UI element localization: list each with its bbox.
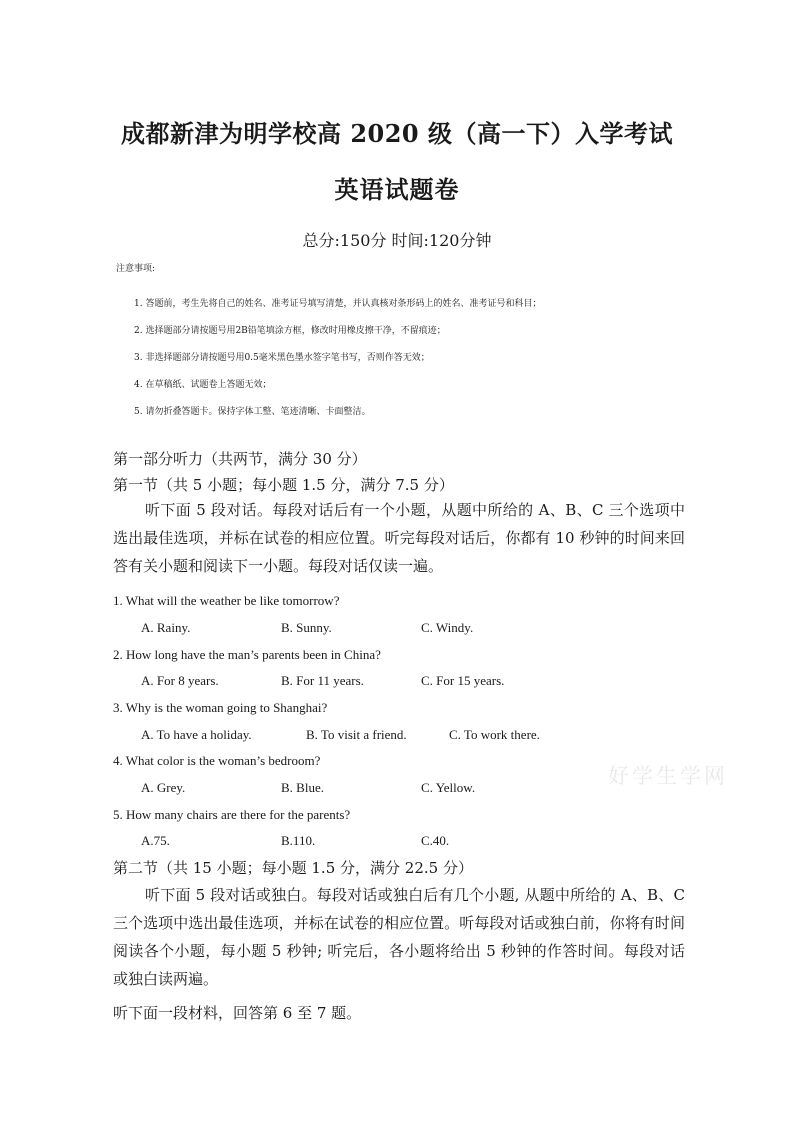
question-5-option-a: A.75.	[141, 833, 170, 848]
notice-item: 5. 请勿折叠答题卡。保持字体工整、笔迹清晰、卡面整洁。	[134, 407, 371, 417]
question-1: 1. What will the weather be like tomorrow?	[113, 593, 340, 608]
exam-subtitle: 英语试题卷	[334, 175, 460, 204]
section2-instructions: 听下面 5 段对话或独白。每段对话或独白后有几个小题, 从题中所给的 A、B、C 三个选项中选出最佳选项，并标在试卷的相应位置。听每段对话或独白前，你将有时间阅读各个小题，每小题 5 秒钟; 听完后，各小题将给出 5 秒钟的作答时间。每段对话或独白读两遍。	[113, 886, 685, 988]
question-4-option-b: B. Blue.	[281, 780, 324, 795]
question-4-option-c: C. Yellow.	[421, 780, 476, 795]
section1-title: 第一节（共 5 小题；每小题 1.5 分，满分 7.5 分）	[113, 476, 454, 494]
exam-title: 成都新津为明学校高 2020 级（高一下）入学考试	[120, 119, 673, 148]
question-3-option-b: B. To visit a friend.	[306, 727, 407, 742]
question-5: 5. How many chairs are there for the parents?	[113, 807, 351, 822]
section2-title: 第二节（共 15 小题；每小题 1.5 分，满分 22.5 分）	[113, 859, 473, 877]
notice-item: 2. 选择题部分请按题号用2B铅笔填涂方框，修改时用橡皮擦干净，不留痕迹；	[134, 326, 446, 336]
question-3-option-a: A. To have a holiday.	[141, 727, 252, 742]
score-time-line: 总分:150分 时间:120分钟	[302, 231, 492, 250]
question-2-option-a: A. For 8 years.	[141, 673, 219, 688]
question-1-option-a: A. Rainy.	[141, 620, 191, 635]
question-1-option-c: C. Windy.	[421, 620, 474, 635]
question-5-option-b: B.110.	[281, 833, 316, 848]
notice-item: 4. 在草稿纸、试题卷上答题无效；	[134, 380, 272, 390]
watermark: 好学生学网	[608, 764, 728, 788]
section1-instructions: 听下面 5 段对话。每段对话后有一个小题，从题中所给的 A、B、C 三个选项中选出最佳选项，并标在试卷的相应位置。听完每段对话后，你都有 10 秒钟的时间来回答有关小题和阅读下一小题。每段对话仅读一遍。	[113, 501, 685, 575]
question-2: 2. How long have the man’s parents been in China?	[113, 647, 381, 662]
notice-list	[134, 296, 694, 431]
question-3-option-c: C. To work there.	[449, 727, 540, 742]
part1-title: 第一部分听力（共两节，满分 30 分）	[113, 450, 367, 468]
question-2-option-c: C. For 15 years.	[421, 673, 505, 688]
notice-item: 3. 非选择题部分请按题号用0.5毫米黑色墨水签字笔书写，否则作答无效；	[134, 353, 430, 363]
question-5-option-c: C.40.	[421, 833, 450, 848]
question-4-option-a: A. Grey.	[141, 780, 186, 795]
notice-item: 1. 答题前，考生先将自己的姓名、准考证号填写清楚，并认真核对条形码上的姓名、准考证号和科目；	[134, 299, 542, 309]
question-1-option-b: B. Sunny.	[281, 620, 332, 635]
question-2-option-b: B. For 11 years.	[281, 673, 364, 688]
material-note: 听下面一段材料，回答第 6 至 7 题。	[113, 1004, 362, 1022]
question-3: 3. Why is the woman going to Shanghai?	[113, 700, 328, 715]
notice-title: 注意事项:	[116, 264, 156, 274]
question-4: 4. What color is the woman’s bedroom?	[113, 753, 321, 768]
